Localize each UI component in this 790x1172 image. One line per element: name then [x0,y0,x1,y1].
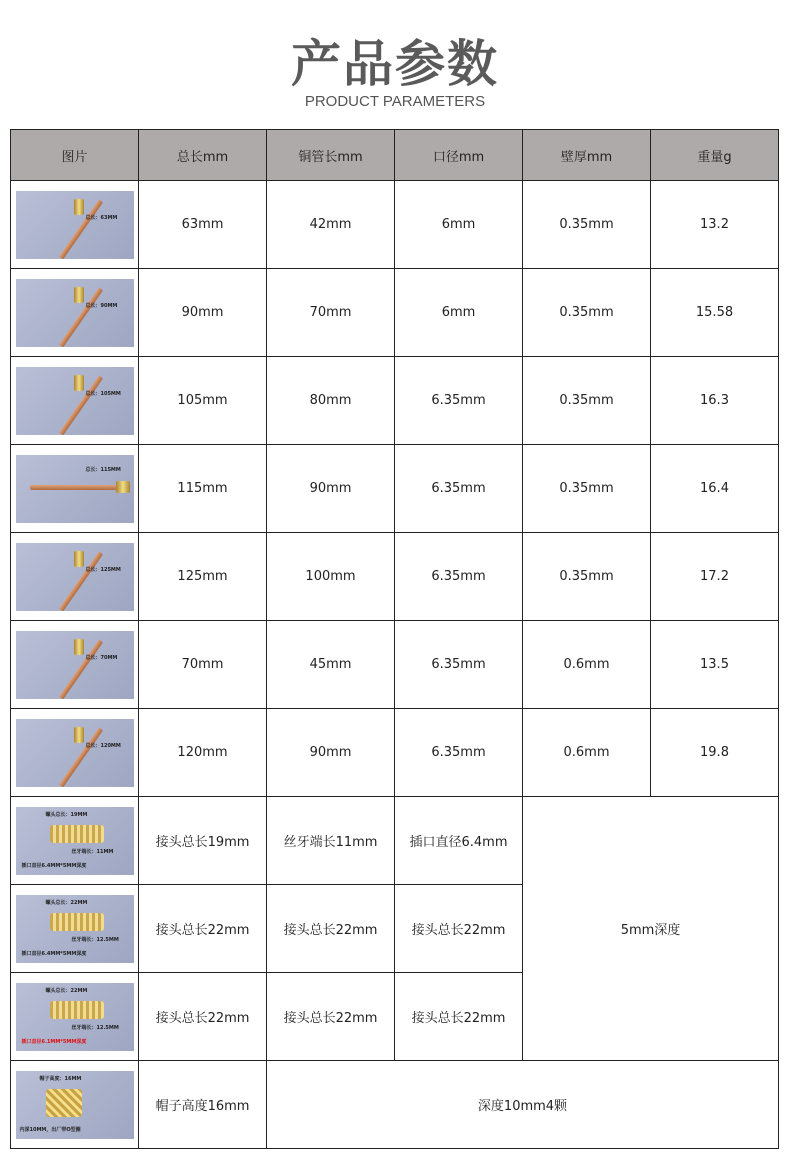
cell-value: 6.35mm [395,621,523,709]
cell-value: 接头总长22mm [139,885,267,973]
cell-value: 插口直径6.4mm [395,797,523,885]
cell-value: 13.2 [651,181,779,269]
product-photo [16,543,134,611]
cell-value: 接头总长22mm [267,973,395,1061]
table-row [11,181,779,269]
table-header [11,130,779,181]
cell-value: 90mm [267,445,395,533]
cell-value: 接头总长22mm [139,973,267,1061]
column-header: 总长mm [139,130,267,181]
cell-value: 0.35mm [523,269,651,357]
fitting-photo [16,895,134,963]
cell-value: 6.35mm [395,357,523,445]
column-header: 铜管长mm [267,130,395,181]
cell-value: 115mm [139,445,267,533]
product-image-cell [11,973,139,1061]
photo-label: 总长：105MM [85,390,121,397]
cell-value: 接头总长22mm [395,885,523,973]
cell-value: 70mm [139,621,267,709]
cell-value: 100mm [267,533,395,621]
cell-value: 45mm [267,621,395,709]
page-title: 产品参数 [291,35,499,93]
column-header: 重量g [651,130,779,181]
cell-value: 125mm [139,533,267,621]
column-header: 壁厚mm [523,130,651,181]
product-photo [16,191,134,259]
cell-value: 105mm [139,357,267,445]
cell-value: 6mm [395,181,523,269]
product-parameters-table [10,129,779,1149]
cell-value: 0.35mm [523,181,651,269]
photo-label: 螺头总长：22MM [45,987,88,994]
photo-label: 螺头总长：19MM [45,811,88,818]
cap-height: 帽子高度16mm [139,1061,267,1149]
table-row [11,1061,779,1149]
photo-label: 总长：70MM [85,654,118,661]
cell-value: 13.5 [651,621,779,709]
photo-label: 丝牙端长：11MM [71,848,114,855]
cell-value: 0.35mm [523,445,651,533]
product-image-cell [11,709,139,797]
photo-label: 总长：115MM [85,466,121,473]
product-photo [16,631,134,699]
cell-value: 120mm [139,709,267,797]
cell-value: 19.8 [651,709,779,797]
table-row [11,533,779,621]
cell-value: 6mm [395,269,523,357]
table-row [11,709,779,797]
cell-value: 90mm [139,269,267,357]
photo-label: 内深10MM，出厂带O型圈 [19,1126,81,1133]
photo-label: 插口直径6.4MM*5MM深度 [21,950,87,957]
cell-value: 0.35mm [523,533,651,621]
table-row [11,269,779,357]
product-photo [16,455,134,523]
cell-value: 0.35mm [523,357,651,445]
table-row [11,797,779,885]
photo-label: 丝牙端长：12.5MM [71,936,119,943]
table-row [11,445,779,533]
column-header: 图片 [11,130,139,181]
photo-label: 帽子高度：16MM [39,1075,82,1082]
cell-value: 接头总长22mm [395,973,523,1061]
fitting-photo [16,807,134,875]
cell-value: 70mm [267,269,395,357]
page-subtitle: PRODUCT PARAMETERS [304,93,486,110]
cell-value: 63mm [139,181,267,269]
photo-label: 总长：90MM [85,302,118,309]
photo-label: 总长：63MM [85,214,118,221]
cell-value: 接头总长19mm [139,797,267,885]
photo-label: 丝牙端长：12.5MM [71,1024,119,1031]
cell-value: 6.35mm [395,533,523,621]
photo-label: 螺头总长：22MM [45,899,88,906]
product-image-cell [11,621,139,709]
product-image-cell [11,357,139,445]
cell-value: 0.6mm [523,621,651,709]
cap-note: 深度10mm4颗 [267,1061,779,1149]
cell-value: 90mm [267,709,395,797]
cell-value: 丝牙端长11mm [267,797,395,885]
cell-value: 16.3 [651,357,779,445]
cell-value: 80mm [267,357,395,445]
photo-label: 总长：120MM [85,742,121,749]
product-image-cell [11,269,139,357]
product-image-cell [11,533,139,621]
cap-photo [16,1071,134,1139]
product-image-cell [11,885,139,973]
product-photo [16,279,134,347]
table-row [11,621,779,709]
cell-value: 6.35mm [395,709,523,797]
fitting-note: 5mm深度 [523,797,779,1061]
photo-label: 插口直径6.1MM*5MM深度 [21,1038,87,1045]
cell-value: 15.58 [651,269,779,357]
cell-value: 17.2 [651,533,779,621]
fitting-photo [16,983,134,1051]
cell-value: 42mm [267,181,395,269]
column-header: 口径mm [395,130,523,181]
cell-value: 0.6mm [523,709,651,797]
cell-value: 16.4 [651,445,779,533]
product-image-cell [11,181,139,269]
table-row [11,357,779,445]
product-image-cell [11,797,139,885]
product-photo [16,367,134,435]
product-photo [16,719,134,787]
photo-label: 插口直径6.4MM*5MM深度 [21,862,87,869]
cell-value: 6.35mm [395,445,523,533]
photo-label: 总长：125MM [85,566,121,573]
product-image-cell [11,445,139,533]
cell-value: 接头总长22mm [267,885,395,973]
product-image-cell [11,1061,139,1149]
